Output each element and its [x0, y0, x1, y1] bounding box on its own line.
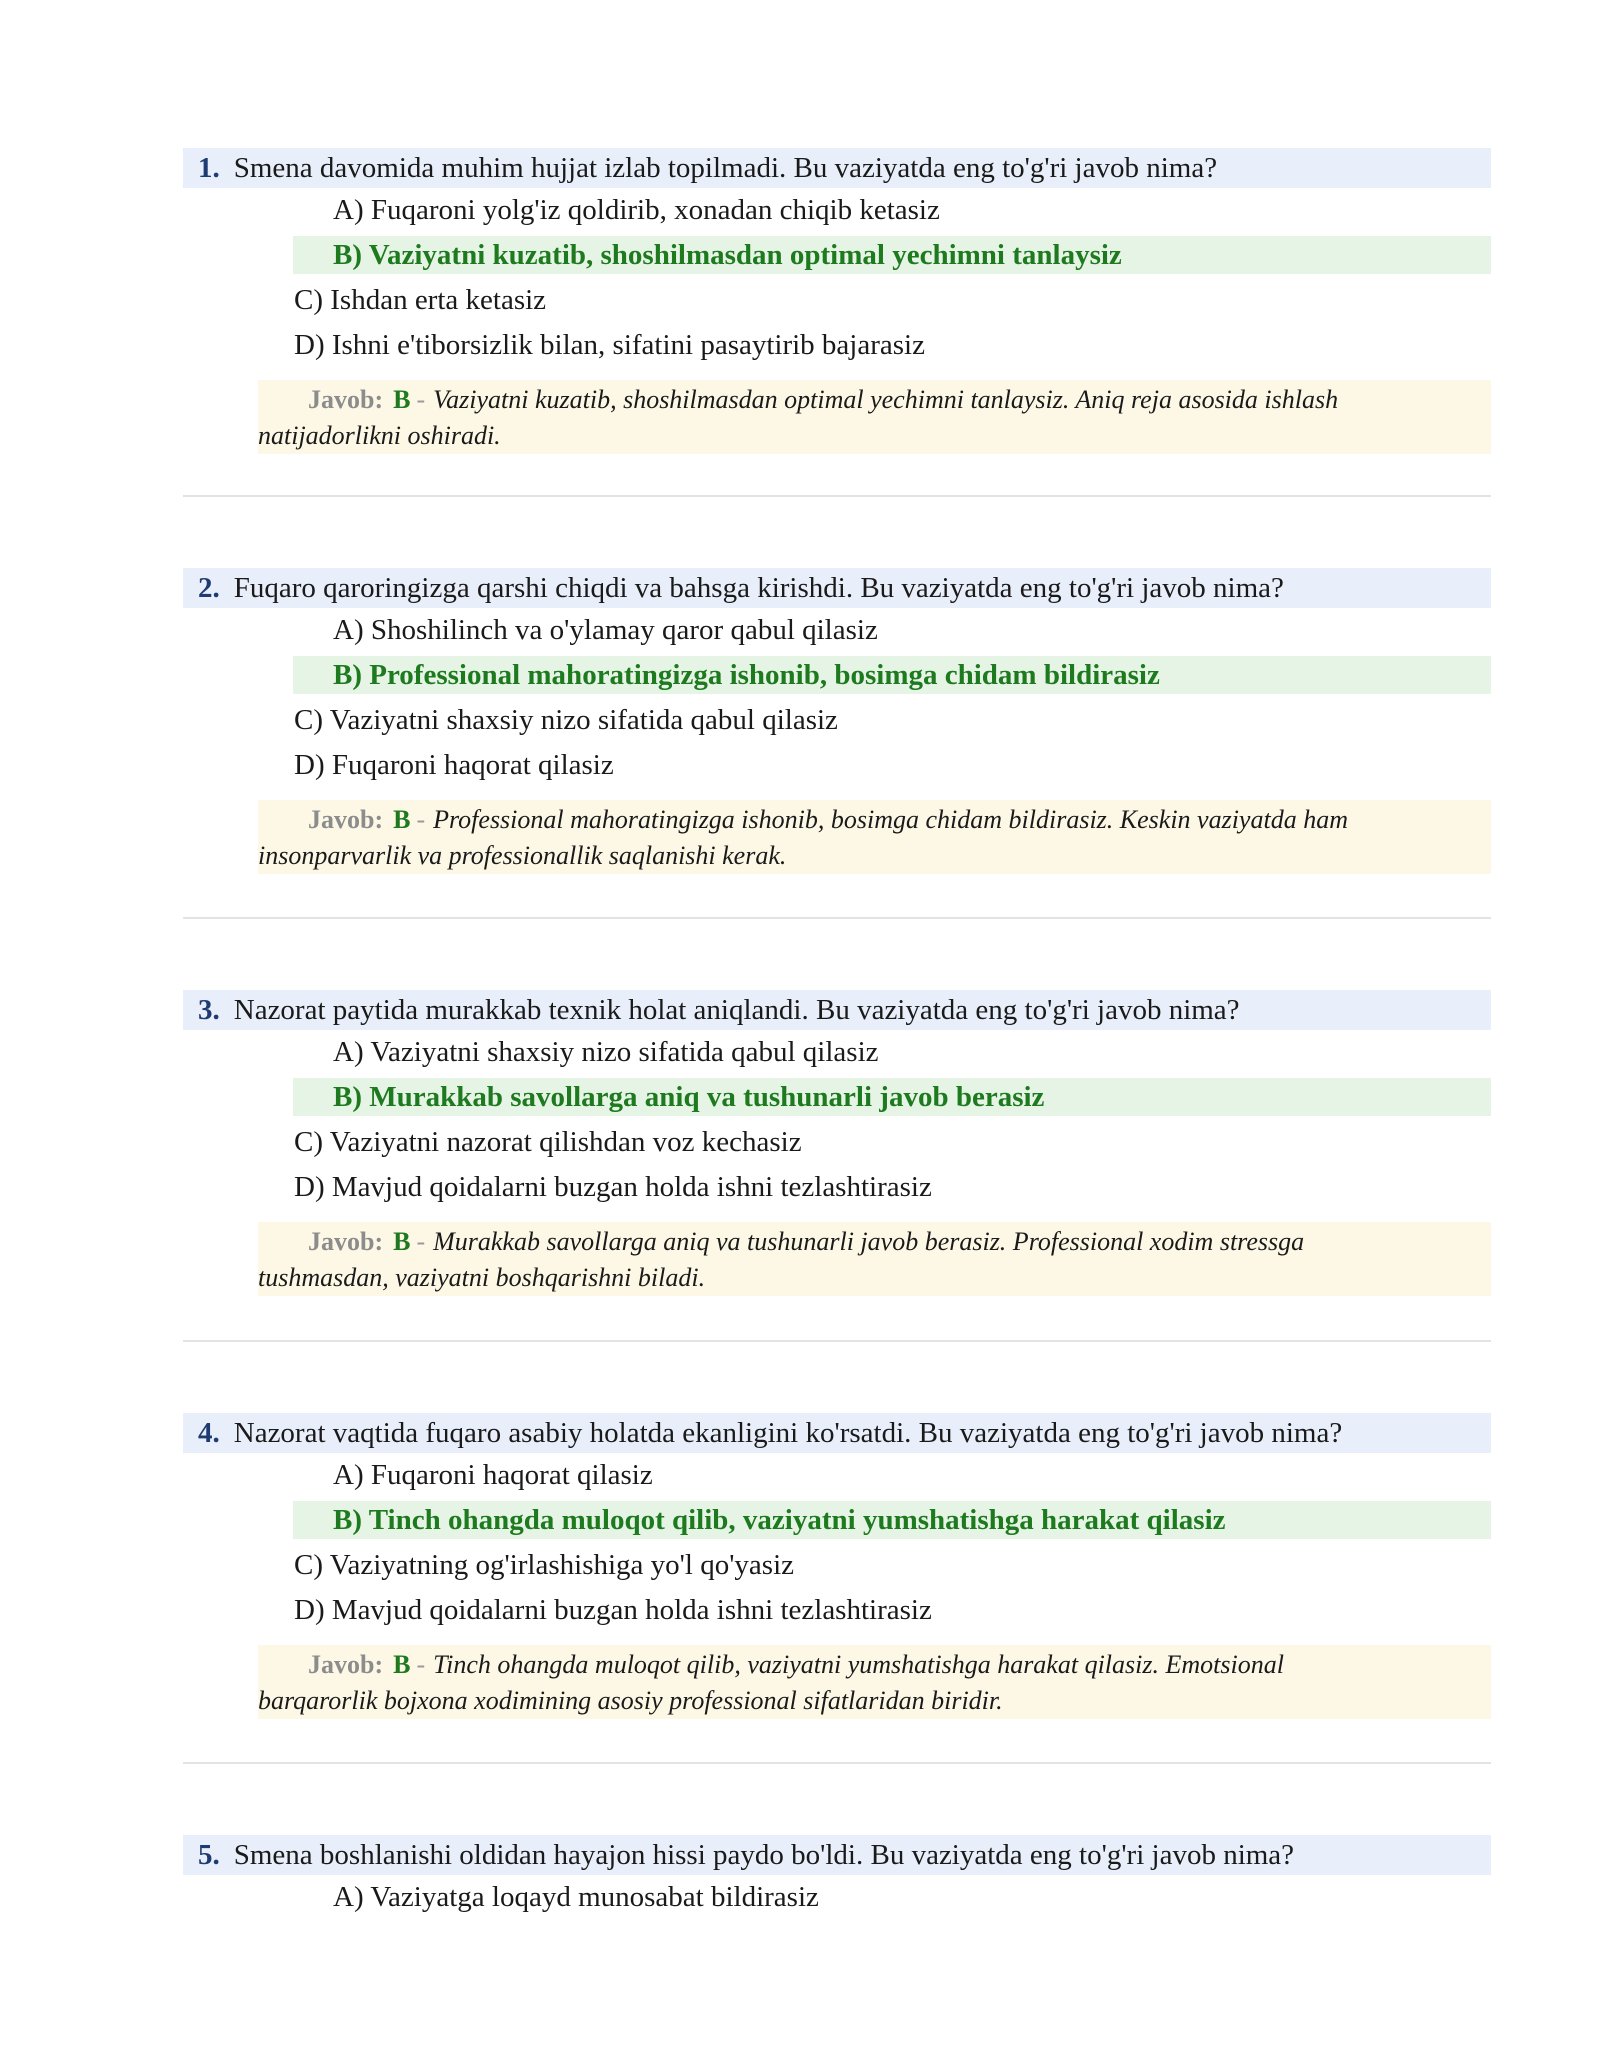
answer-box	[258, 380, 1491, 454]
question-number: 2.	[198, 571, 220, 604]
question-line	[183, 990, 1491, 1030]
question-number: 5.	[198, 1838, 220, 1871]
answer-box	[258, 1645, 1491, 1719]
answer-explanation: Professional mahoratingizga ishonib, bosimga chidam bildirasiz. Keskin vaziyatda ham	[433, 805, 1348, 834]
question-text: Nazorat paytida murakkab texnik holat aniqlandi. Bu vaziyatda eng to'g'ri javob nima?	[233, 993, 1240, 1026]
divider	[183, 1340, 1491, 1342]
question-block-3	[183, 990, 1491, 1296]
question-number: 3.	[198, 993, 220, 1026]
answer-letter: B	[393, 1650, 411, 1679]
answer-dash: -	[416, 805, 426, 834]
question-text: Fuqaro qaroringizga qarshi chiqdi va bahsga kirishdi. Bu vaziyatda eng to'g'ri javob nima?	[233, 571, 1284, 604]
option-b-correct: B) Tinch ohangda muloqot qilib, vaziyatni yumshatishga harakat qilasiz	[293, 1501, 1491, 1539]
option-a: A) Fuqaroni haqorat qilasiz	[333, 1459, 653, 1491]
question-block-1	[183, 148, 1491, 454]
question-line	[183, 148, 1491, 188]
answer-label: Javob:	[308, 1650, 384, 1679]
answer-label: Javob:	[308, 385, 384, 414]
option-d: D) Ishni e'tiborsizlik bilan, sifatini pasaytirib bajarasiz	[294, 329, 925, 361]
option-d: D) Mavjud qoidalarni buzgan holda ishni tezlashtirasiz	[294, 1594, 932, 1626]
answer-explanation-continued: insonparvarlik va professionallik saqlanishi kerak.	[258, 841, 787, 870]
question-line	[183, 568, 1491, 608]
question-line	[183, 1413, 1491, 1453]
answer-explanation: Tinch ohangda muloqot qilib, vaziyatni yumshatishga harakat qilasiz. Emotsional	[433, 1650, 1284, 1679]
answer-explanation-continued: tushmasdan, vaziyatni boshqarishni biladi.	[258, 1263, 706, 1292]
question-text: Nazorat vaqtida fuqaro asabiy holatda ekanligini ko'rsatdi. Bu vaziyatda eng to'g'ri javob nima?	[233, 1416, 1343, 1449]
question-block-4	[183, 1413, 1491, 1719]
answer-letter: B	[393, 385, 411, 414]
question-number: 1.	[198, 151, 220, 184]
answer-explanation-continued: barqarorlik bojxona xodimining asosiy professional sifatlaridan biridir.	[258, 1686, 1003, 1715]
question-text: Smena boshlanishi oldidan hayajon hissi paydo bo'ldi. Bu vaziyatda eng to'g'ri javob nima?	[233, 1838, 1295, 1871]
question-block-2	[183, 568, 1491, 874]
option-b-correct: B) Murakkab savollarga aniq va tushunarli javob berasiz	[293, 1078, 1491, 1116]
answer-box	[258, 800, 1491, 874]
answer-explanation: Vaziyatni kuzatib, shoshilmasdan optimal yechimni tanlaysiz. Aniq reja asosida ishlash	[433, 385, 1339, 414]
option-c: C) Vaziyatning og'irlashishiga yo'l qo'yasiz	[294, 1549, 795, 1581]
option-c: C) Vaziyatni shaxsiy nizo sifatida qabul qilasiz	[294, 704, 838, 736]
option-a: A) Fuqaroni yolg'iz qoldirib, xonadan chiqib ketasiz	[333, 194, 940, 226]
answer-dash: -	[416, 1227, 426, 1256]
option-c: C) Ishdan erta ketasiz	[294, 284, 547, 316]
answer-label: Javob:	[308, 1227, 384, 1256]
answer-label: Javob:	[308, 805, 384, 834]
divider	[183, 495, 1491, 497]
option-d: D) Mavjud qoidalarni buzgan holda ishni tezlashtirasiz	[294, 1171, 932, 1203]
option-b-correct: B) Professional mahoratingizga ishonib, bosimga chidam bildirasiz	[293, 656, 1491, 694]
answer-letter: B	[393, 1227, 411, 1256]
answer-dash: -	[416, 385, 426, 414]
divider	[183, 917, 1491, 919]
question-number: 4.	[198, 1416, 220, 1449]
question-line	[183, 1835, 1491, 1875]
option-a: A) Vaziyatga loqayd munosabat bildirasiz	[333, 1881, 819, 1913]
question-text: Smena davomida muhim hujjat izlab topilmadi. Bu vaziyatda eng to'g'ri javob nima?	[233, 151, 1218, 184]
option-c: C) Vaziyatni nazorat qilishdan voz kechasiz	[294, 1126, 802, 1158]
option-a: A) Vaziyatni shaxsiy nizo sifatida qabul qilasiz	[333, 1036, 879, 1068]
option-b-correct: B) Vaziyatni kuzatib, shoshilmasdan optimal yechimni tanlaysiz	[293, 236, 1491, 274]
answer-explanation: Murakkab savollarga aniq va tushunarli javob berasiz. Professional xodim stressga	[433, 1227, 1305, 1256]
option-a: A) Shoshilinch va o'ylamay qaror qabul qilasiz	[333, 614, 878, 646]
answer-dash: -	[416, 1650, 426, 1679]
option-d: D) Fuqaroni haqorat qilasiz	[294, 749, 614, 781]
answer-explanation-continued: natijadorlikni oshiradi.	[258, 421, 501, 450]
question-block-5	[183, 1835, 1491, 1920]
answer-letter: B	[393, 805, 411, 834]
answer-box	[258, 1222, 1491, 1296]
divider	[183, 1762, 1491, 1764]
